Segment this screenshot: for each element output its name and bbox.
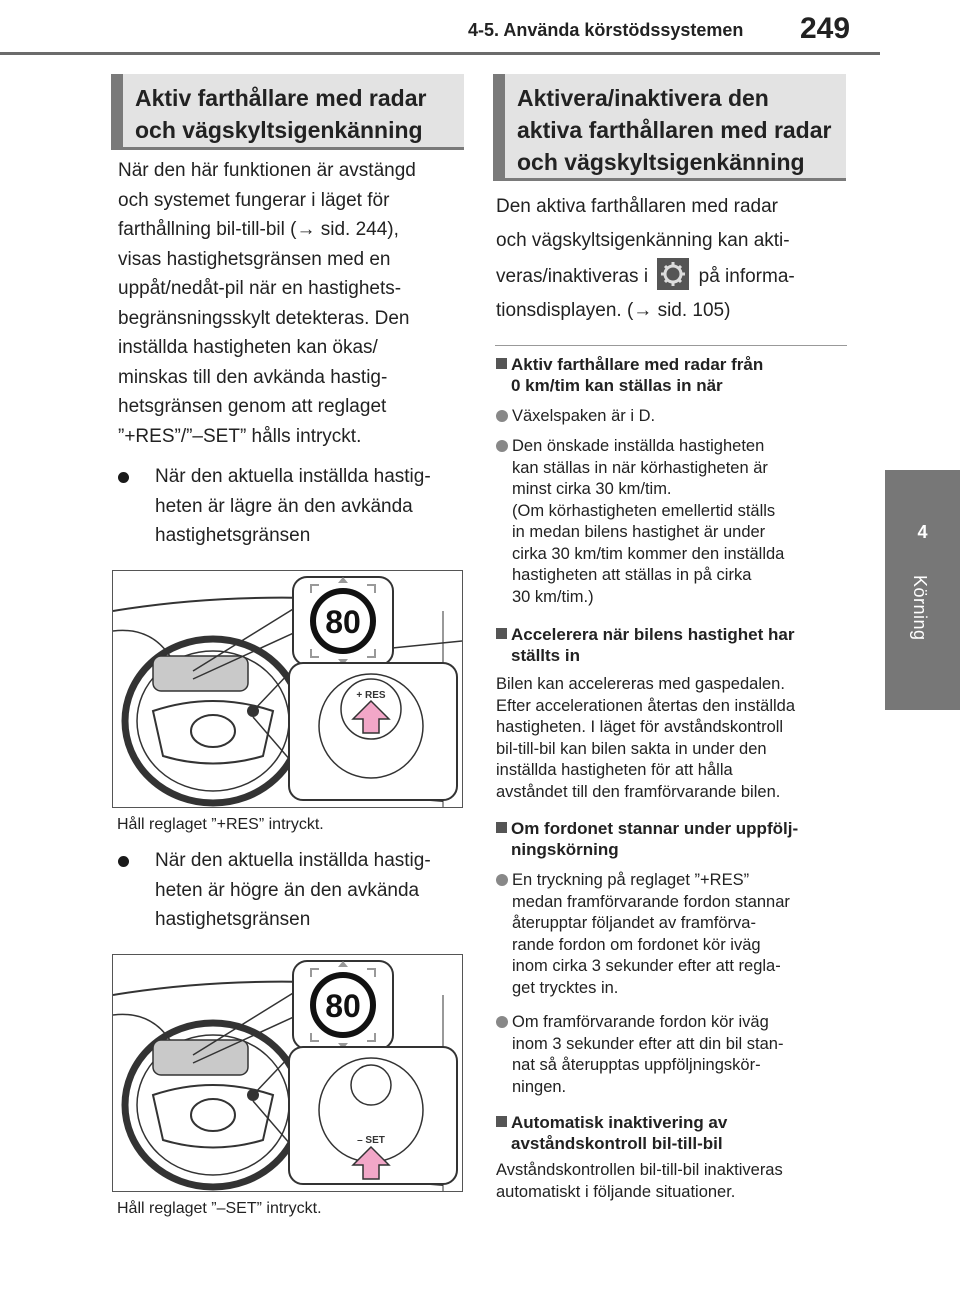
speed-sign-value: 80 [325, 988, 361, 1024]
text-line: nat så återupptas uppföljningskör- [512, 1056, 761, 1074]
section-divider [495, 345, 847, 346]
chapter-tab [885, 470, 960, 710]
round-bullet-icon [496, 440, 508, 452]
list-item-text [512, 870, 790, 999]
steering-wheel-illustration [113, 955, 462, 1191]
text-line: Aktiv farthållare med radar från [511, 355, 764, 374]
text-line: Avståndskontrollen bil-till-bil inaktiveras [496, 1161, 783, 1179]
text-line: 30 km/tim.) [512, 587, 594, 606]
left-heading-line: Aktiv farthållare med radar [135, 85, 427, 111]
text-line: cirka 30 km/tim kommer den inställda [512, 544, 785, 563]
steering-wheel-illustration [113, 571, 462, 807]
text-line [496, 260, 856, 294]
text-line: inställda hastigheten för att hålla [496, 761, 733, 779]
text-line: uppåt/nedåt-pil när en hastighets- [118, 278, 402, 299]
set-switch-label: – SET [357, 1135, 385, 1146]
text-line: En tryckning på reglaget ”+RES” [512, 871, 750, 889]
text-line: ”+RES”/”–SET” hålls intryckt. [118, 425, 362, 447]
text-line: minskas till den avkända hastig- [118, 366, 388, 388]
text-line: inom 3 sekunder efter att din bil stan- [512, 1034, 784, 1053]
round-bullet-icon [496, 1016, 508, 1028]
text-line: (Om körhastigheten emellertid ställs [512, 501, 776, 520]
chapter-number: 4 [917, 522, 928, 542]
text-fragment: veras/inaktiveras i [496, 266, 649, 287]
bullet-text [155, 462, 431, 551]
bullet-higher-speed [118, 846, 468, 936]
round-bullet-icon [496, 410, 508, 422]
text-line: begränsningsskylt detekteras. Den [118, 307, 410, 329]
text-fragment: på informa- [698, 266, 795, 287]
text-line: get trycktes in. [512, 978, 619, 997]
square-bullet-icon [496, 1116, 507, 1127]
text-line: medan framförvarande fordon stannar [512, 892, 790, 911]
text-line: återupptar följandet av framförva- [512, 914, 756, 932]
text-line: bil-till-bil kan bilen sakta in under den [496, 739, 767, 758]
text-line: Om framförvarande fordon kör iväg [512, 1013, 769, 1031]
text-line: och systemet fungerar i läget för [118, 189, 390, 211]
text-line: hetsgränsen genom att reglaget [118, 396, 387, 417]
paragraph-auto-deactivation [496, 1160, 856, 1203]
text-line: Efter accelerationen återtas den inställda [496, 696, 796, 715]
figure-set-switch [112, 954, 463, 1192]
list-item-text [512, 436, 784, 608]
text-line: Accelerera när bilens hastighet har [511, 625, 795, 644]
bullet-text [155, 846, 431, 935]
left-heading [111, 74, 464, 150]
text-line: rande fordon om fordonet kör iväg [512, 935, 761, 954]
text-line: ningen. [512, 1077, 567, 1096]
text-line: visas hastighetsgränsen med en [118, 248, 391, 270]
list-item-text [512, 1012, 783, 1098]
text-line: Den aktiva farthållaren med radar [496, 196, 778, 217]
header-rule [0, 52, 880, 55]
right-intro-paragraph [496, 190, 856, 328]
bullet-lower-speed [118, 462, 468, 552]
text-line: hastighetsgränsen [155, 909, 311, 930]
left-heading-line: och vägskyltsigenkänning [135, 117, 423, 143]
res-switch-label: + RES [356, 690, 386, 701]
text-line: avståndskontroll bil-till-bil [511, 1134, 723, 1153]
text-line: ningskörning [511, 840, 619, 859]
right-heading-line: Aktivera/inaktivera den [517, 85, 769, 111]
bullet-dot [118, 472, 129, 483]
square-bullet-icon [496, 628, 507, 639]
text-line: kan ställas in när körhastigheten är [512, 458, 768, 477]
right-heading [493, 74, 846, 181]
bullet-dot [118, 856, 129, 867]
text-line: När den aktuella inställda hastig- [155, 850, 431, 871]
text-line: Växelspaken är i D. [512, 407, 656, 425]
text-line: automatiskt i följande situationer. [496, 1182, 736, 1201]
left-intro-paragraph [118, 156, 468, 451]
figure-res-switch [112, 570, 463, 808]
text-line: hastigheten. I läget för avståndskontroll [496, 718, 784, 736]
text-line: Automatisk inaktivering av [511, 1113, 728, 1132]
text-line: hastighetsgränsen [155, 525, 311, 546]
text-line: heten är lägre än den avkända [155, 495, 413, 517]
paragraph-accelerate [496, 674, 856, 803]
speed-sign-value: 80 [325, 604, 361, 640]
text-line: tionsdisplayen. (→ sid. 105) [496, 300, 731, 321]
text-line: Bilen kan accelereras med gaspedalen. [496, 675, 785, 693]
text-line: Om fordonet stannar under uppfölj- [511, 819, 799, 838]
section-title: 4-5. Använda körstödssystemen [468, 20, 744, 40]
square-bullet-icon [496, 358, 507, 369]
text-line: farthållning bil-till-bil (→ sid. 244), [118, 219, 399, 240]
text-line: 0 km/tim kan ställas in när [511, 376, 723, 395]
chapter-label: Körning [910, 575, 930, 641]
text-line: När den aktuella inställda hastig- [155, 466, 431, 487]
square-bullet-icon [496, 822, 507, 833]
figure-caption: Håll reglaget ”+RES” intryckt. [117, 816, 324, 833]
text-line: minst cirka 30 km/tim. [512, 480, 672, 498]
round-bullet-icon [496, 874, 508, 886]
settings-gear-icon [657, 258, 689, 290]
text-line: in medan bilens hastighet är under [512, 523, 766, 541]
text-line: heten är högre än den avkända [155, 879, 420, 901]
page-number: 249 [800, 12, 851, 45]
text-line: hastigheten att ställas in på cirka [512, 566, 752, 584]
text-line: inom cirka 3 sekunder efter att regla- [512, 957, 781, 975]
text-line: Den önskade inställda hastigheten [512, 437, 765, 455]
text-line: När den här funktionen är avstängd [118, 160, 416, 181]
text-line: avståndet till den framförvarande bilen. [496, 782, 781, 801]
text-line: ställts in [511, 646, 580, 665]
text-line: och vägskyltsigenkänning kan akti- [496, 230, 790, 251]
figure-caption: Håll reglaget ”–SET” intryckt. [117, 1200, 322, 1217]
text-line: inställda hastigheten kan ökas/ [118, 337, 378, 358]
right-heading-line: och vägskyltsigenkänning [517, 149, 805, 175]
right-heading-line: aktiva farthållaren med radar [517, 117, 832, 143]
